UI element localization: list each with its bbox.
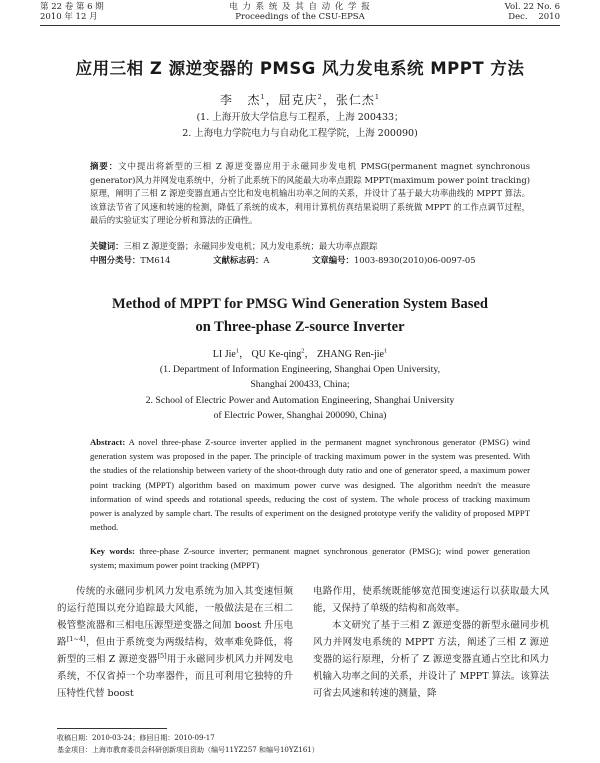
- body-left-text-1: 传统的永磁同步机风力发电系统为加入其变速恒频的运行范围以充分追踪最大风能，一般做法是在三相二极管整流器和三相电压源型逆变器之间加 boost 升压电路: [57, 586, 293, 648]
- citation-1-4: [1~4]: [66, 634, 86, 643]
- body-left-text-2: ，但由于系统变为两级结构，效率难免降低，将新型的三相 Z 源逆变器: [57, 637, 293, 665]
- author-3-cn-mark: 1: [374, 93, 380, 101]
- body-right-paragraph-2: 本文研究了基于三相 Z 源逆变器的新型永磁同步机风力并网发电系统的 MPPT 方法，阐述了三相 Z 源逆变器的运行原理，分析了 Z 源逆变器直通占空比和风力机输入功率之间的关系，并设计了 MPPT 算法。该算法可省去风速和转速的测量，降: [313, 620, 549, 699]
- keywords-en-text: three-phase Z-source inverter; permanent magnet synchronous generator (PMSG); wind power generation system; maximum power point tracking (MPPT): [90, 546, 530, 570]
- author-1-en-mark: 1: [235, 347, 240, 355]
- author-1-cn-mark: 1: [260, 93, 266, 101]
- running-header-right: [505, 2, 560, 22]
- abstract-cn-text: 文中提出将新型的三相 Z 源逆变器应用于永磁同步发电机 PMSG(permanent magnet synchronous generator)风力并网发电系统中，分析了此系统下的风能最大功率点跟踪 MPPT(maximum power point tracking)原理，阐明了三相 Z 源逆变器直通占空比和发电机输出功率之间的关系，并设计了基于最大功率曲线的 MPPT 算法。该算法节省了风速和转速的检测，降低了系统的成本，利用计算机仿真结果说明了系统做 MPPT 的工作点调节过程，最后的实验证实了理论分析和算法的正确性。: [90, 161, 531, 226]
- keywords-cn-label: 关键词：: [90, 241, 124, 251]
- affiliation-cn-1: (1. 上海开放大学信息与工程系，上海 200433；: [196, 112, 404, 123]
- author-3-en: ， ZHANG Ren-jie: [304, 349, 384, 360]
- keywords-cn: [90, 240, 530, 253]
- paper-title-en-line2: on Three-phase Z-source Inverter: [195, 319, 405, 335]
- journal-cn: 电 力 系 统 及 其 自 动 化 学 报: [229, 2, 371, 12]
- affiliation-en-1: (1. Department of Information Engineering, Shanghai Open University,: [159, 364, 441, 375]
- affiliation-en-4: of Electric Power, Shanghai 200090, China): [213, 410, 387, 421]
- authors-en: [0, 345, 600, 360]
- clc-value: TM614: [140, 255, 171, 265]
- body-column-left: [57, 583, 293, 702]
- body-column-right: [313, 583, 549, 702]
- classification-line: [90, 254, 560, 267]
- footnote-received: 收稿日期：2010-03-24；修回日期：2010-09-17: [57, 734, 215, 742]
- affiliation-en-2: Shanghai 200433, China;: [250, 379, 350, 390]
- body-right-paragraph-1: 电路作用，使系统既能够宽范围变速运行以获取最大风能，又保持了单级的结构和高效率。: [313, 586, 549, 614]
- keywords-en-label: Key words:: [90, 546, 135, 556]
- clc-label: 中图分类号：: [90, 255, 141, 265]
- authors-cn: [0, 91, 600, 108]
- article-id-label: 文章编号：: [312, 255, 354, 265]
- author-3-cn: ，张仁杰: [322, 93, 375, 107]
- doc-code-value: A: [263, 255, 270, 265]
- article-id-value: 1003-8930(2010)06-0097-05: [353, 255, 476, 265]
- citation-5: [5]: [157, 651, 167, 660]
- journal-en: Proceedings of the CSU-EPSA: [235, 12, 365, 22]
- paper-title-cn: 应用三相 Z 源逆变器的 PMSG 风力发电系统 MPPT 方法: [75, 59, 525, 78]
- volume-en: Vol. 22 No. 6: [504, 2, 560, 12]
- keywords-cn-text: 三相 Z 源逆变器；永磁同步发电机；风力发电系统；最大功率点跟踪: [123, 241, 378, 251]
- author-1-en: LI Jie: [212, 349, 236, 360]
- affiliation-cn-2: 2. 上海电力学院电力与自动化工程学院，上海 200090): [182, 128, 418, 139]
- date-en: Dec. 2010: [508, 12, 560, 22]
- footnote-funding: 基金项目：上海市教育委员会科研创新项目资助（编号11YZ257 和编号10YZ161）: [57, 746, 319, 754]
- body-left-text-3: 用于永磁同步机风力并网发电系统，不仅省掉一个功率器件，而且可利用它独特的升压特性代替 boost: [57, 654, 293, 699]
- date-cn: 2010 年 12 月: [40, 12, 98, 22]
- paper-title-en: [0, 293, 600, 339]
- author-3-en-mark: 1: [383, 347, 388, 355]
- header-rule: [40, 25, 560, 26]
- abstract-cn-label: 摘要：: [90, 161, 119, 171]
- abstract-en: [90, 435, 530, 534]
- footnote-rule: [57, 728, 167, 729]
- doc-code-label: 文献标志码：: [213, 255, 264, 265]
- author-2-cn-mark: 2: [317, 93, 323, 101]
- paper-title-en-line1: Method of MPPT for PMSG Wind Generation System Based: [112, 296, 488, 312]
- abstract-en-label: Abstract:: [90, 437, 126, 447]
- abstract-en-text: A novel three-phase Z-source inverter applied in the permanent magnet synchronous generator (PMSG) wind generation system was proposed in the paper. The principle of tracking maximum power in the system was presented. With the studies of the relationship between variety of the shoot-through duty ratio and one of generator speed, a maximum power point tracking (MPPT) algorithm based on maximum power curve was designed. The algorithm needn't the measure information of wind speeds and rotational speeds, reducing the cost of system. The whole process of tracking maximum power is analyzed by sample chart. The results of experiment on the designed prototype verify the validity of proposed MPPT method.: [90, 437, 530, 533]
- volume-cn: 第 22 卷 第 6 期: [40, 2, 104, 12]
- author-2-en: ， QU Ke-qing: [239, 349, 302, 360]
- author-1-cn: 李: [220, 93, 234, 107]
- keywords-en: [90, 545, 530, 572]
- author-2-cn: ，屈克庆: [265, 93, 318, 107]
- author-2-en-mark: 2: [301, 347, 305, 355]
- affiliation-en-3: 2. School of Electric Power and Automation Engineering, Shanghai University: [145, 395, 455, 406]
- abstract-cn: [90, 160, 530, 228]
- author-1-cn-tail: 杰: [247, 93, 261, 107]
